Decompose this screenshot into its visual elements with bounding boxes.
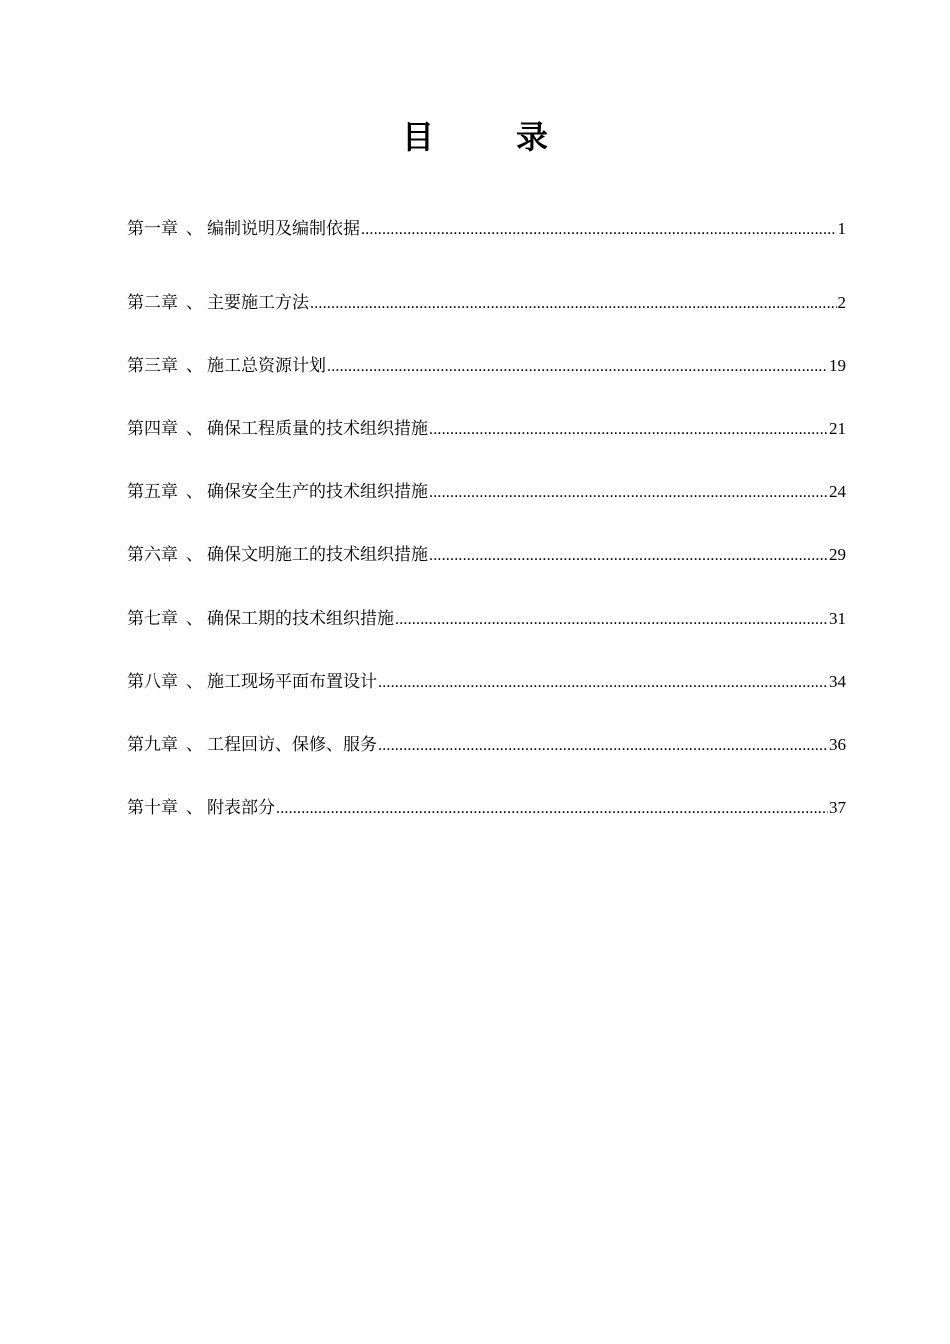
toc-dot-leader xyxy=(378,733,828,759)
toc-entry-6[interactable] xyxy=(127,542,846,568)
toc-chapter-title: 主要施工方法 xyxy=(207,293,309,313)
toc-dot-leader xyxy=(327,354,828,380)
toc-dot-leader xyxy=(429,543,828,569)
toc-chapter-number: 第六章 xyxy=(127,545,178,565)
toc-chapter-number: 第一章 xyxy=(127,219,178,239)
toc-separator: 、 xyxy=(186,482,203,502)
toc-separator: 、 xyxy=(186,735,203,755)
toc-entry-3[interactable] xyxy=(127,353,846,379)
toc-entry-7[interactable] xyxy=(127,606,846,632)
toc-separator: 、 xyxy=(186,219,203,239)
toc-entry-5[interactable] xyxy=(127,479,846,505)
toc-chapter-number: 第七章 xyxy=(127,609,178,629)
toc-chapter-number: 第三章 xyxy=(127,356,178,376)
toc-dot-leader xyxy=(310,291,837,317)
toc-dot-leader xyxy=(395,607,828,633)
toc-chapter-number: 第九章 xyxy=(127,735,178,755)
toc-chapter-title: 施工现场平面布置设计 xyxy=(207,672,377,692)
toc-entry-4[interactable] xyxy=(127,416,846,442)
toc-page-number: 2 xyxy=(837,293,846,312)
toc-page-number: 36 xyxy=(829,735,846,754)
toc-entry-10[interactable] xyxy=(127,795,846,821)
toc-dot-leader xyxy=(378,670,828,696)
toc-page-number: 31 xyxy=(829,609,846,628)
toc-chapter-title: 施工总资源计划 xyxy=(207,356,326,376)
toc-separator: 、 xyxy=(186,798,203,818)
title-char-2: 录 xyxy=(516,118,549,156)
toc-separator: 、 xyxy=(186,672,203,692)
toc-page-number: 1 xyxy=(837,219,846,238)
toc-chapter-title: 确保安全生产的技术组织措施 xyxy=(207,482,428,502)
toc-chapter-title: 附表部分 xyxy=(207,798,275,818)
toc-page-number: 29 xyxy=(829,545,846,564)
page-title xyxy=(0,112,950,162)
toc-chapter-number: 第八章 xyxy=(127,672,178,692)
toc-separator: 、 xyxy=(186,419,203,439)
toc-chapter-title: 编制说明及编制依据 xyxy=(207,219,360,239)
toc-dot-leader xyxy=(429,480,828,506)
toc-entry-9[interactable] xyxy=(127,732,846,758)
toc-page-number: 21 xyxy=(829,419,846,438)
toc-chapter-title: 确保文明施工的技术组织措施 xyxy=(207,545,428,565)
toc-entry-8[interactable] xyxy=(127,669,846,695)
toc-entry-2[interactable] xyxy=(127,290,846,316)
toc-page-number: 34 xyxy=(829,672,846,691)
toc-page-number: 37 xyxy=(829,798,846,817)
toc-entry-1[interactable] xyxy=(127,216,846,242)
title-char-1: 目 xyxy=(401,118,434,156)
toc-chapter-title: 确保工程质量的技术组织措施 xyxy=(207,419,428,439)
toc-chapter-title: 确保工期的技术组织措施 xyxy=(207,609,394,629)
toc-page-number: 24 xyxy=(829,482,846,501)
toc-chapter-number: 第四章 xyxy=(127,419,178,439)
toc-separator: 、 xyxy=(186,609,203,629)
toc-dot-leader xyxy=(429,417,828,443)
toc-separator: 、 xyxy=(186,545,203,565)
toc-chapter-number: 第十章 xyxy=(127,798,178,818)
toc-separator: 、 xyxy=(186,356,203,376)
toc-chapter-number: 第五章 xyxy=(127,482,178,502)
toc-separator: 、 xyxy=(186,293,203,313)
toc-dot-leader xyxy=(276,796,828,822)
toc-chapter-title: 工程回访、保修、服务 xyxy=(207,735,377,755)
toc-chapter-number: 第二章 xyxy=(127,293,178,313)
toc-page-number: 19 xyxy=(829,356,846,375)
toc-dot-leader xyxy=(361,217,837,243)
